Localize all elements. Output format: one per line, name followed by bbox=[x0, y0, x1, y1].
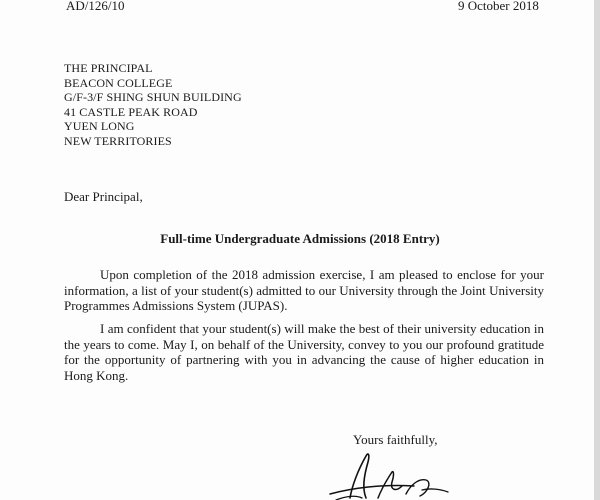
subject-heading: Full-time Undergraduate Admissions (2018 Entry) bbox=[160, 231, 440, 246]
address-line: 41 CASTLE PEAK ROAD bbox=[64, 104, 198, 119]
address-line: YUEN LONG bbox=[64, 119, 135, 134]
signature-image bbox=[322, 448, 452, 500]
address-line: THE PRINCIPAL bbox=[64, 61, 153, 75]
recipient-address bbox=[64, 61, 242, 149]
body-paragraph: Upon completion of the 2018 admission exercise, I am pleased to enclose for your information, a list of your student(s) admitted to our University through the Joint University Programmes Admissions System (JUPAS). bbox=[64, 267, 544, 313]
address-line: G/F-3/F SHING SHUN BUILDING bbox=[64, 90, 242, 105]
body-paragraph: I am confident that your student(s) will make the best of their university education in the years to come. May I, on behalf of the University, convey to you our profound gratitude for the opportunity of partnering with you in advancing the cause of higher education in Hong Kong. bbox=[64, 321, 544, 383]
closing-line: Yours faithfully, bbox=[353, 432, 438, 447]
page-edge-shadow bbox=[594, 0, 600, 500]
address-line: NEW TERRITORIES bbox=[64, 133, 172, 148]
salutation: Dear Principal, bbox=[64, 189, 143, 204]
address-line: BEACON COLLEGE bbox=[64, 75, 173, 90]
reference-number: AD/126/10 bbox=[66, 0, 125, 13]
letter-date: 9 October 2018 bbox=[458, 0, 539, 13]
